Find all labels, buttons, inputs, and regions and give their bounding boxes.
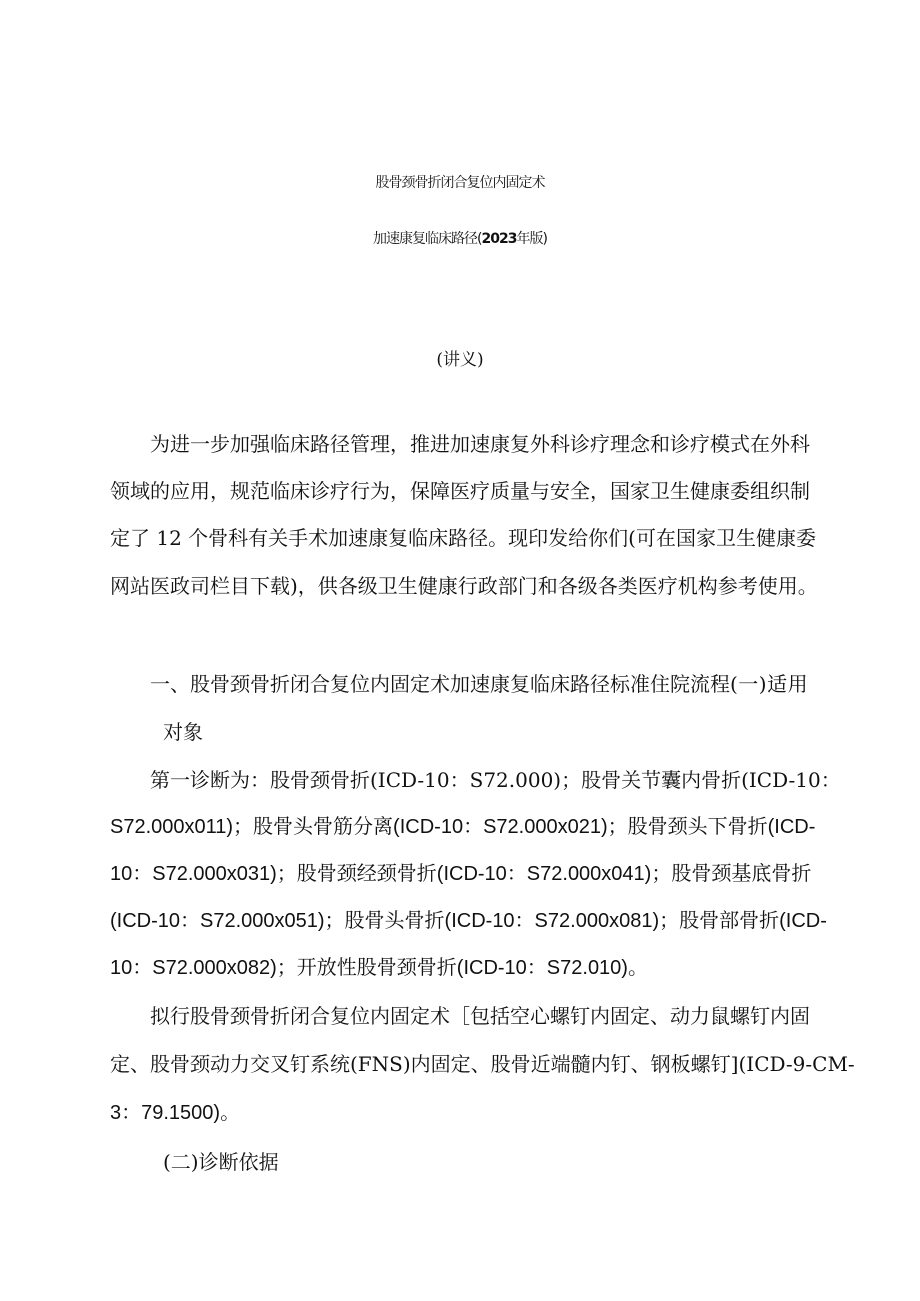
title-line2-text: 加速康复临床路径( (373, 231, 482, 247)
diagnosis-line-1: 第一诊断为：股骨颈骨折(ICD-10：S72.000)；股骨关节囊内骨折(ICD-10： (150, 768, 841, 792)
diagnosis-line-2: S72.000x011)；股骨头骨筋分离(ICD-10：S72.000x021)；股骨颈头下骨折(ICD- (110, 816, 816, 838)
diagnosis-line-5: 10：S72.000x082)；开放性股骨颈骨折(ICD-10：S72.010)。 (110, 957, 648, 979)
diagnosis-line-3: 10：S72.000x031)；股骨颈经颈骨折(ICD-10：S72.000x041)；股骨颈基底骨折 (110, 863, 812, 885)
document-title-line2 (0, 228, 920, 248)
procedure-line-2: 定、股骨颈动力交叉钉系统(FNS)内固定、股骨近端髓内钉、钢板螺钉](ICD-9-CM- (110, 1052, 855, 1076)
diagnosis-line-4: (ICD-10：S72.000x051)；股骨头骨折(ICD-10：S72.000x081)；股骨部骨折(ICD- (110, 910, 827, 932)
handout-label: (讲义) (436, 350, 484, 370)
section-one-heading (150, 668, 808, 697)
intro-line-3: 定了 12 个骨科有关手术加速康复临床路径。现印发给你们(可在国家卫生健康委 (110, 526, 816, 550)
intro-line-2: 领域的应用，规范临床诊疗行为，保障医疗质量与安全，国家卫生健康委组织制 (110, 479, 810, 503)
title-line2-suffix: 年版) (516, 231, 547, 247)
document-title-line1: 股骨颈骨折闭合复位内固定术 (375, 175, 545, 191)
section-two-heading: (二)诊断依据 (163, 1150, 279, 1174)
intro-line-1: 为进一步加强临床路径管理，推进加速康复外科诊疗理念和诊疗模式在外科 (150, 432, 810, 456)
procedure-line-1: 拟行股骨颈骨折闭合复位内固定术［包括空心螺钉内固定、动力鼠螺钉内固 (150, 1004, 810, 1028)
section-one-heading-continued: 对象 (163, 720, 203, 744)
section-one-heading-tail: (一)适用 (730, 672, 809, 696)
title-line2-year: 2023 (481, 231, 517, 247)
procedure-line-3: 3：79.1500)。 (110, 1102, 241, 1124)
intro-line-4: 网站医政司栏目下载)，供各级卫生健康行政部门和各级各类医疗机构参考使用。 (110, 574, 818, 598)
section-one-heading-text: 一、股骨颈骨折闭合复位内固定术加速康复临床路径标准住院流程 (150, 672, 730, 696)
